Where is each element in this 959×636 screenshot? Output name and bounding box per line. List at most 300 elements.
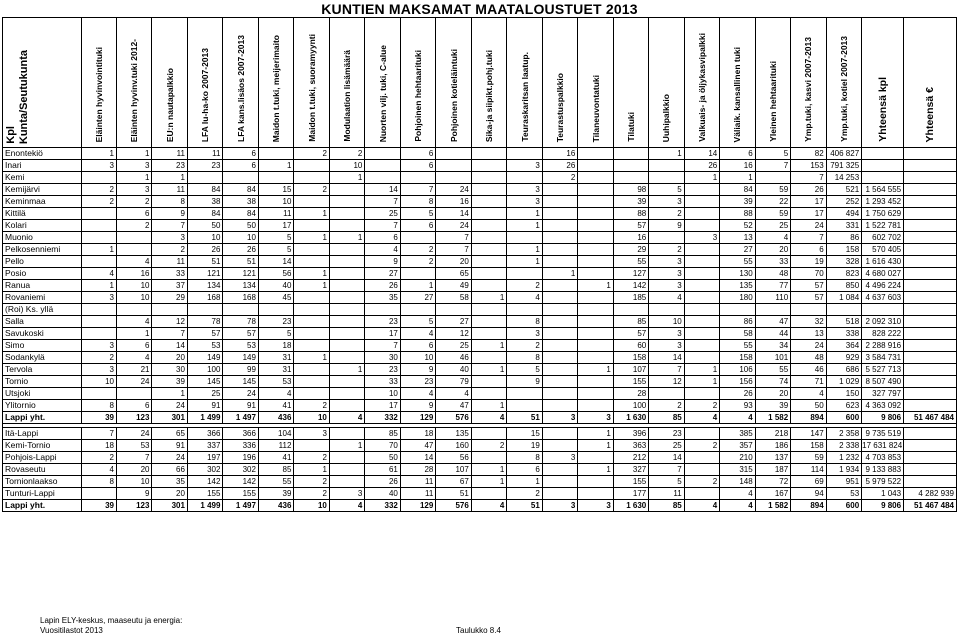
cell: 1 [81,244,116,256]
cell: 2 [81,196,116,208]
column-header-label: Yhteensä € [924,86,937,142]
cell: 14 [649,352,684,364]
row-name: Kemijärvi [3,184,82,196]
cell [294,340,329,352]
cell: 149 [187,352,222,364]
cell: 4 703 853 [862,452,904,464]
cell: 18 [400,428,435,440]
cell [649,388,684,400]
cell [904,388,957,400]
cell [294,172,329,184]
cell: 218 [755,428,790,440]
cell [649,304,684,316]
cell: 187 [755,464,790,476]
cell: 1 582 [755,500,790,512]
cell: 14 253 [826,172,861,184]
cell: 47 [436,400,471,412]
table-row [3,452,957,464]
cell [329,428,364,440]
cell [471,196,506,208]
cell [507,172,542,184]
column-header-label: Teurastuspalkkio [555,72,566,142]
table-label: Taulukko 8.4 [456,626,501,635]
cell: 17 [258,220,293,232]
cell: 31 [258,352,293,364]
cell: 30 [365,352,400,364]
cell: 23 [258,316,293,328]
cell [365,172,400,184]
cell: 4 680 027 [862,268,904,280]
row-name: Ylitornio [3,400,82,412]
cell [542,292,577,304]
cell: 7 [116,452,151,464]
cell: 364 [826,340,861,352]
cell: 2 [81,184,116,196]
cell: 3 [507,184,542,196]
cell: 35 [365,292,400,304]
table-row [3,208,957,220]
cell [542,352,577,364]
cell [578,172,613,184]
cell: 58 [720,328,755,340]
cell: 331 [826,220,861,232]
cell: 1 [116,148,151,160]
cell: 2 [507,340,542,352]
cell: 27 [400,292,435,304]
cell: 45 [258,292,293,304]
table-row [3,400,957,412]
cell: 4 [81,268,116,280]
cell [904,220,957,232]
cell: 11 [152,148,187,160]
cell: 121 [223,268,258,280]
cell [904,280,957,292]
cell [542,400,577,412]
cell [578,196,613,208]
cell: 6 [223,148,258,160]
cell: 168 [223,292,258,304]
cell: 10 [223,232,258,244]
cell [471,376,506,388]
cell: 252 [826,196,861,208]
cell: 79 [436,376,471,388]
cell [904,364,957,376]
cell: 27 [436,316,471,328]
cell: 7 [436,244,471,256]
cell [507,304,542,316]
cell: 51 [436,488,471,500]
cell: 84 [223,184,258,196]
cell: 10 [116,292,151,304]
cell: 8 [507,352,542,364]
cell: 3 [507,196,542,208]
cell: 570 405 [862,244,904,256]
cell: 48 [755,268,790,280]
cell: 6 [116,340,151,352]
cell [329,316,364,328]
cell [684,352,719,364]
cell: 3 [329,488,364,500]
cell [684,452,719,464]
column-header [152,18,187,148]
cell: 850 [826,280,861,292]
cell [542,364,577,376]
cell: 1 630 [613,500,648,512]
cell: 4 282 939 [904,488,957,500]
header-kunta-seutukunta: Kunta/Seutukunta [18,49,30,144]
table-row [3,196,957,208]
row-name: Pelkosenniemi [3,244,82,256]
cell: 85 [649,500,684,512]
cell: 3 [116,160,151,172]
cell: 134 [223,280,258,292]
cell: 26 [187,244,222,256]
cell: 9 735 519 [862,428,904,440]
cell: 6 [507,464,542,476]
cell [471,328,506,340]
row-name: Kemi [3,172,82,184]
cell: 1 499 [187,412,222,424]
cell: 1 [329,232,364,244]
cell: 26 [365,280,400,292]
cell: 27 [365,268,400,280]
cell: 46 [791,364,826,376]
row-name: Tornionlaakso [3,476,82,488]
cell [365,304,400,316]
cell: 3 [81,340,116,352]
cell: 3 [649,196,684,208]
cell: 4 [258,388,293,400]
cell: 3 [649,328,684,340]
cell: 1 232 [826,452,861,464]
cell: 3 [152,232,187,244]
cell: 4 [365,244,400,256]
cell [471,316,506,328]
column-header-label: LFA kans.lisäos 2007-2013 [235,35,246,142]
cell: 1 [294,352,329,364]
cell: 327 797 [862,388,904,400]
cell: 1 029 [826,376,861,388]
cell: 2 [116,196,151,208]
cell: 5 [400,208,435,220]
cell [81,172,116,184]
cell: 149 [223,352,258,364]
cell: 11 [152,184,187,196]
cell: 135 [720,280,755,292]
row-name: Keminmaa [3,196,82,208]
cell: 6 [400,160,435,172]
cell [826,304,861,316]
row-name: Tornio [3,376,82,388]
cell: 59 [755,208,790,220]
cell [862,304,904,316]
cell: 51 [187,256,222,268]
cell: 11 [400,488,435,500]
cell: 50 [187,220,222,232]
source-line-1: Lapin ELY-keskus, maaseutu ja energia: [40,616,183,625]
cell: 114 [791,464,826,476]
cell: 27 [720,244,755,256]
column-header [116,18,151,148]
cell: 86 [720,316,755,328]
column-header [365,18,400,148]
cell [294,160,329,172]
cell [578,268,613,280]
table-row [3,412,957,424]
cell: 16 [116,268,151,280]
cell [578,352,613,364]
cell: 22 [755,196,790,208]
cell: 16 [720,160,755,172]
cell: 2 092 310 [862,316,904,328]
row-name: Muonio [3,232,82,244]
cell: 56 [436,452,471,464]
cell: 25 [187,388,222,400]
cell: 10 [329,160,364,172]
cell: 41 [258,400,293,412]
cell [904,292,957,304]
cell: 1 [684,364,719,376]
cell: 20 [116,464,151,476]
cell: 26 [791,184,826,196]
cell: 19 [791,256,826,268]
cell [684,340,719,352]
cell: 9 [365,256,400,268]
cell [471,220,506,232]
cell: 1 [81,280,116,292]
cell [684,464,719,476]
cell: 2 [294,400,329,412]
cell: 406 827 [826,148,861,160]
cell: 160 [436,440,471,452]
cell [542,184,577,196]
column-header [436,18,471,148]
cell: 10 [649,316,684,328]
cell: 828 222 [862,328,904,340]
cell: 4 [400,388,435,400]
cell: 69 [791,476,826,488]
cell: 2 [81,452,116,464]
cell: 3 [578,412,613,424]
cell: 4 [116,256,151,268]
cell: 2 [507,280,542,292]
cell: 65 [436,268,471,280]
table-row [3,388,957,400]
cell: 65 [152,428,187,440]
cell [684,292,719,304]
column-header-label: Väliaik. kansallinen tuki [732,46,743,142]
cell: 21 [116,364,151,376]
cell: 85 [258,464,293,476]
cell: 2 338 [826,440,861,452]
cell: 30 [152,364,187,376]
cell: 37 [152,280,187,292]
cell [436,148,471,160]
table-row [3,488,957,500]
cell: 20 [152,352,187,364]
cell: 101 [755,352,790,364]
cell [649,232,684,244]
cell: 47 [755,316,790,328]
cell [294,256,329,268]
cell: 16 [436,196,471,208]
cell: 9 133 883 [862,464,904,476]
cell: 1 [81,148,116,160]
cell: 1 [578,364,613,376]
cell: 196 [223,452,258,464]
cell: 12 [649,376,684,388]
cell: 6 [116,400,151,412]
cell [187,304,222,316]
cell [684,220,719,232]
cell: 396 [613,428,648,440]
cell: 85 [649,412,684,424]
cell: 10 [258,196,293,208]
cell: 3 [649,268,684,280]
table-row [3,184,957,196]
cell: 7 [649,464,684,476]
cell: 46 [436,352,471,364]
cell [904,340,957,352]
cell: 57 [223,328,258,340]
cell: 10 [400,352,435,364]
cell [542,476,577,488]
column-header [507,18,542,148]
row-name: Sodankylä [3,352,82,364]
cell [578,160,613,172]
cell [684,244,719,256]
cell: 1 [542,268,577,280]
cell [684,304,719,316]
cell [904,328,957,340]
cell [294,388,329,400]
column-header-label: Tilaneuvontatuki [590,74,601,142]
cell: 494 [826,208,861,220]
cell: 518 [826,316,861,328]
cell [542,220,577,232]
cell: 25 [755,220,790,232]
table-row [3,376,957,388]
cell: 4 [329,412,364,424]
cell: 107 [613,364,648,376]
table-row [3,440,957,452]
cell [116,232,151,244]
cell [436,172,471,184]
cell: 12 [152,316,187,328]
cell: 1 [329,364,364,376]
column-header [400,18,435,148]
cell: 4 [400,328,435,340]
cell: 82 [791,148,826,160]
cell: 9 [116,488,151,500]
cell [684,184,719,196]
cell [542,440,577,452]
row-name: Pello [3,256,82,268]
cell: 1 [400,280,435,292]
cell [365,160,400,172]
cell: 155 [613,476,648,488]
cell: 78 [223,316,258,328]
cell [684,328,719,340]
cell: 1 [578,280,613,292]
cell: 112 [258,440,293,452]
cell [507,232,542,244]
cell [329,464,364,476]
cell [684,428,719,440]
cell: 26 [720,388,755,400]
cell: 4 637 603 [862,292,904,304]
cell: 142 [187,476,222,488]
cell [471,208,506,220]
cell [471,244,506,256]
cell: 2 [400,256,435,268]
cell [578,148,613,160]
cell [507,400,542,412]
cell: 14 [436,208,471,220]
cell: 148 [720,476,755,488]
cell: 51 467 484 [904,412,957,424]
cell: 7 [649,364,684,376]
cell [329,400,364,412]
cell: 20 [152,488,187,500]
cell [904,268,957,280]
cell: 142 [223,476,258,488]
cell [542,280,577,292]
cell: 50 [365,452,400,464]
column-header-label: LFA lu-ha-ko 2007-2013 [200,47,211,142]
cell [578,184,613,196]
cell [542,328,577,340]
column-header [294,18,329,148]
cell: 23 [365,316,400,328]
cell: 4 [791,388,826,400]
cell: 363 [613,440,648,452]
column-header-label: Tilatuki [626,112,636,142]
cell: 521 [826,184,861,196]
cell: 60 [613,340,648,352]
cell: 5 [258,244,293,256]
column-header [649,18,684,148]
cell [471,268,506,280]
cell [578,388,613,400]
cell: 16 [613,232,648,244]
cell: 4 496 224 [862,280,904,292]
table-row [3,340,957,352]
cell [542,464,577,476]
cell: 2 [649,244,684,256]
cell: 8 [81,400,116,412]
cell: 167 [755,488,790,500]
cell [904,464,957,476]
cell [578,316,613,328]
cell: 6 [400,340,435,352]
cell: 17 [791,208,826,220]
cell [294,220,329,232]
cell: 5 [649,184,684,196]
cell: 1 [152,172,187,184]
cell [294,328,329,340]
cell: 14 [400,452,435,464]
cell: 55 [720,256,755,268]
row-name: Savukoski [3,328,82,340]
row-name: Rovaniemi [3,292,82,304]
cell: 29 [613,244,648,256]
column-header-label: Pohjoinen hehtaarituki [413,50,424,142]
cell: 55 [755,364,790,376]
cell [904,304,957,316]
cell: 88 [613,208,648,220]
cell [904,452,957,464]
